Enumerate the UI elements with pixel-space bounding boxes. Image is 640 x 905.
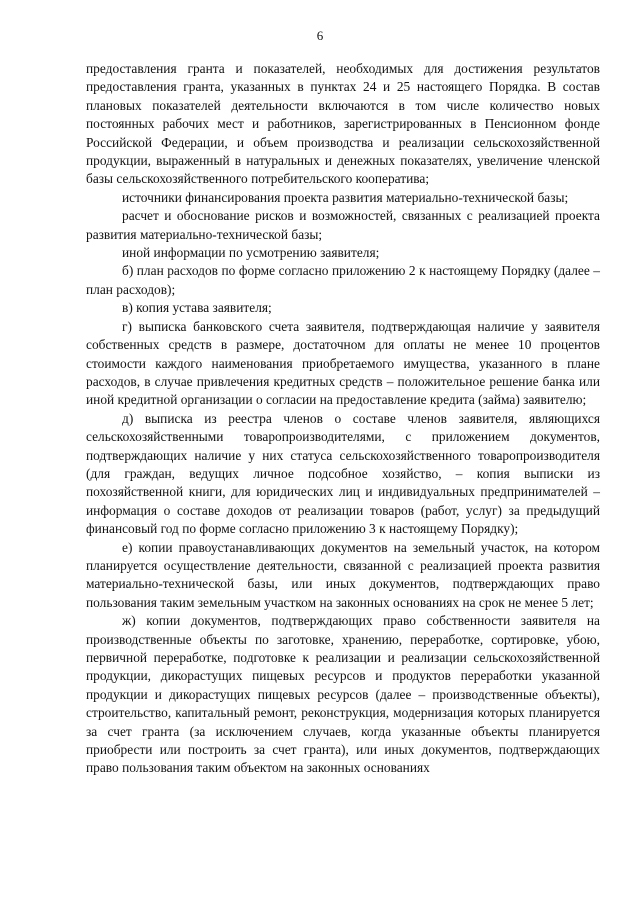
paragraph-item-zh-property-documents: ж) копии документов, подтверждающих право собственности заявителя на производственные объекты по заготовке, хранению, переработке, сортировке, убою, первичной переработке, подготовке к реализации и реализации сельскохозяйственной продукции, дикорастущих пищевых ресурсов и продуктов переработки указанной продукции и дикорастущих пищевых ресурсов (далее – производственные объекты), строительство, капитальный ремонт, реконструкция, модернизация которых планируется за счет гранта (за исключением случаев, когда указанные объекты планируется приобрести или построить за счет гранта), или иных документов, подтверждающих право пользования таким объектом на законных основаниях xyxy=(86,613,600,776)
paragraph-item-v-charter-copy: в) копия устава заявителя; xyxy=(122,300,272,316)
paragraph-item-d-member-registry: д) выписка из реестра членов о составе членов заявителя, являющихся сельскохозяйственными товаропроизводителями, с приложением документов, подтверждающих наличие у них статуса сельскохозяйственного товаропроизводителя (для граждан, ведущих личное подсобное хозяйство, – копия выписки из похозяйственной книги, для юридических лиц и индивидуальных предпринимателей – информация о составе доходов от реализации товаров (работ, услуг) за предыдущий финансовый год по форме согласно приложению 3 к настоящему Порядку); xyxy=(86,410,600,537)
paragraph-item-b-expense-plan: б) план расходов по форме согласно приложению 2 к настоящему Порядку (далее – план расходов); xyxy=(86,263,600,297)
paragraph-funding-sources: источники финансирования проекта развития материально-технической базы; xyxy=(122,189,569,205)
paragraph-item-g-bank-statement: г) выписка банковского счета заявителя, подтверждающая наличие у заявителя собственных средств в размере, достаточном для оплаты не менее 10 процентов стоимости каждого наименования приобретаемого имущества, указанного в плане расходов, в случае привлечения кредитных средств – положительное решение банка или иной кредитной организации о согласии на предоставление кредита (займа) заявителю; xyxy=(86,318,600,408)
paragraph-other-information: иной информации по усмотрению заявителя; xyxy=(122,245,380,261)
paragraph-indicators-continuation: предоставления гранта и показателей, необходимых для достижения результатов предоставления гранта, указанных в пунктах 24 и 25 настоящего Порядка. В состав плановых показателей деятельности включаются в том числе количество новых постоянных рабочих мест и работников, зарегистрированных в Пенсионном фонде Российской Федерации, и объем производства и реализации сельскохозяйственной продукции, выраженный в натуральных и денежных показателях, увеличение членской базы сельскохозяйственного потребительского кооператива; xyxy=(86,61,600,187)
paragraph-item-e-land-documents: е) копии правоустанавливающих документов на земельный участок, на котором планируется осуществление деятельности, связанной с реализацией проекта развития материально-технической базы, или иных документов, подтверждающих право пользования таким земельным участком на законных основаниях на срок не менее 5 лет; xyxy=(86,539,600,610)
page-number: 6 xyxy=(316,28,324,43)
paragraph-risk-assessment: расчет и обоснование рисков и возможностей, связанных с реализацией проекта развития материально-технической базы; xyxy=(86,208,600,242)
document-body xyxy=(86,60,600,778)
